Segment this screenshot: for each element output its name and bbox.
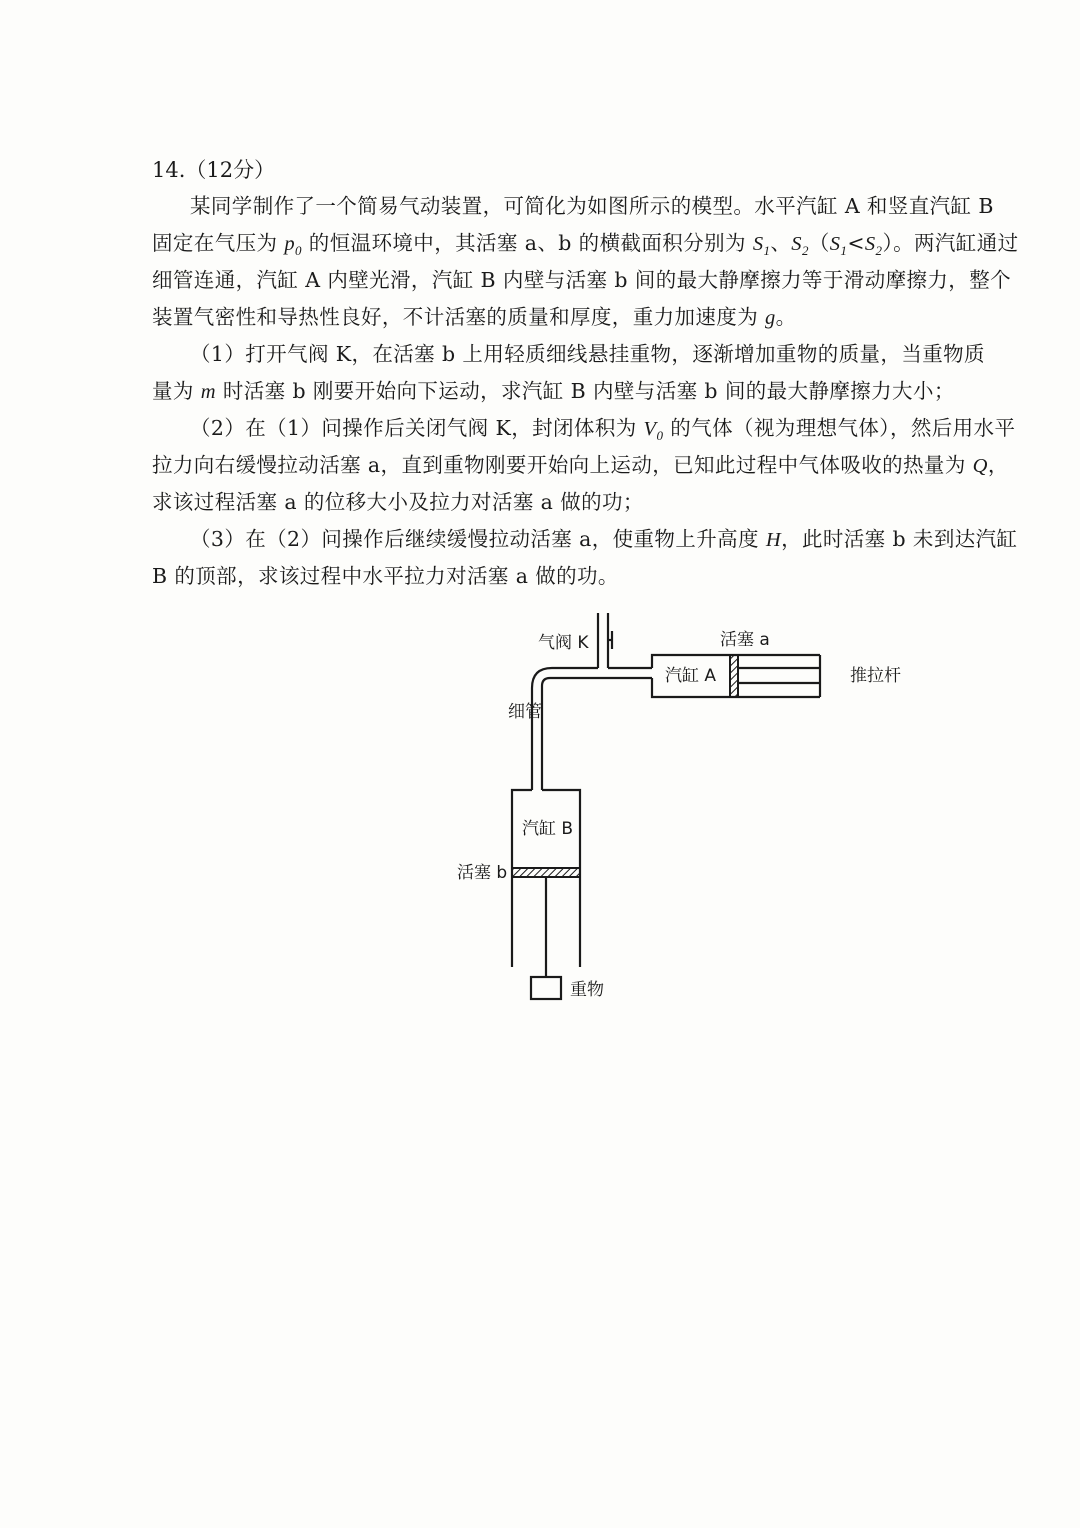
text-line [152,373,955,410]
text-run: 。 [775,305,797,329]
pipe-lower-wall [542,678,652,790]
apparatus-diagram [430,605,930,1025]
text-line [152,336,985,373]
tube-label: 细管 [508,702,542,722]
text-run: 固定在气压为 [152,231,285,255]
question-14 [152,152,1019,595]
text-run: 装置气密性和导热性良好，不计活塞的质量和厚度，重力加速度为 [152,305,766,329]
text-line [152,225,1019,262]
text-run: （2）在（1）问操作后关闭气阀 K，封闭体积为 [190,416,644,440]
math-symbol: $S_2$ [791,233,809,259]
weight-block [531,977,561,999]
question-part-2 [152,410,1016,521]
text-run: 求该过程活塞 a 的位移大小及拉力对活塞 a 做的功； [152,490,644,514]
math-subscript: 1 [840,243,848,259]
piston-a [730,655,738,697]
text-run: ，此时活塞 b 未到达汽缸 [781,527,1018,551]
text-line [152,558,932,595]
text-run: < [847,231,865,255]
question-intro [152,188,1019,336]
text-run: 时活塞 b 刚要开始向下运动，求汽缸 B 内壁与活塞 b 间的最大静摩擦力大小； [215,379,955,403]
text-line [152,521,1018,558]
math-symbol: g [765,307,776,329]
math-symbol: $S_1$ [752,233,771,259]
weight-label: 重物 [570,980,604,1000]
math-symbol: $S_1$ [829,233,848,259]
text-run: （3）在（2）问操作后继续缓慢拉动活塞 a，使重物上升高度 [190,527,766,551]
text-run: 的气体（视为理想气体），然后用水平 [663,416,1016,440]
apparatus-svg [430,605,930,1025]
math-symbol: $p_0$ [284,233,302,259]
text-run: 、 [770,231,792,255]
piston-b [512,868,580,877]
text-line [152,188,994,225]
text-line [152,410,1016,447]
valve-label: 气阀 K [538,633,589,653]
text-run: 量为 [152,379,201,403]
cylinder-b-label: 汽缸 B [522,819,574,839]
question-number: 14.（12分） [152,158,276,182]
math-subscript: 0 [656,428,664,444]
math-subscript: 2 [801,243,809,259]
text-run: 细管连通，汽缸 A 内壁光滑，汽缸 B 内壁与活塞 b 间的最大静摩擦力等于滑动摩擦力，整个 [152,268,1011,292]
cylinder-b-right-wall [542,790,580,967]
text-run: （1）打开气阀 K，在活塞 b 上用轻质细线悬挂重物，逐渐增加重物的质量，当重物质 [190,342,985,366]
push-rod-label: 推拉杆 [850,666,901,686]
math-symbol: $S_2$ [864,233,883,259]
text-run: 某同学制作了一个简易气动装置，可简化为如图所示的模型。水平汽缸 A 和竖直汽缸 B [190,194,994,218]
question-part-1 [152,336,985,410]
piston-b-label: 活塞 b [457,863,508,883]
math-symbol: H [765,529,782,551]
text-run: 拉力向右缓慢拉动活塞 a，直到重物刚要开始向上运动，已知此过程中气体吸收的热量为 [152,453,973,477]
text-run: B 的顶部，求该过程中水平拉力对活塞 a 做的功。 [152,564,619,588]
math-subscript: 1 [763,243,771,259]
math-subscript: 0 [294,243,302,259]
cylinder-a-label: 汽缸 A [665,666,717,686]
math-symbol: $V_0$ [643,418,664,444]
text-run: 的恒温环境中，其活塞 a、b 的横截面积分别为 [301,231,753,255]
text-line [152,447,1009,484]
text-run: （ [808,231,830,255]
text-line [152,484,932,521]
question-part-3 [152,521,1018,595]
math-symbol: Q [972,455,988,477]
text-line [152,262,1011,299]
text-line [152,299,932,336]
cylinder-b-left-wall [512,790,532,967]
text-run: ， [987,453,1009,477]
text-run: ）。两汽缸通过 [882,231,1019,255]
math-symbol: m [200,381,216,403]
piston-a-label: 活塞 a [720,630,770,650]
math-subscript: 2 [875,243,883,259]
